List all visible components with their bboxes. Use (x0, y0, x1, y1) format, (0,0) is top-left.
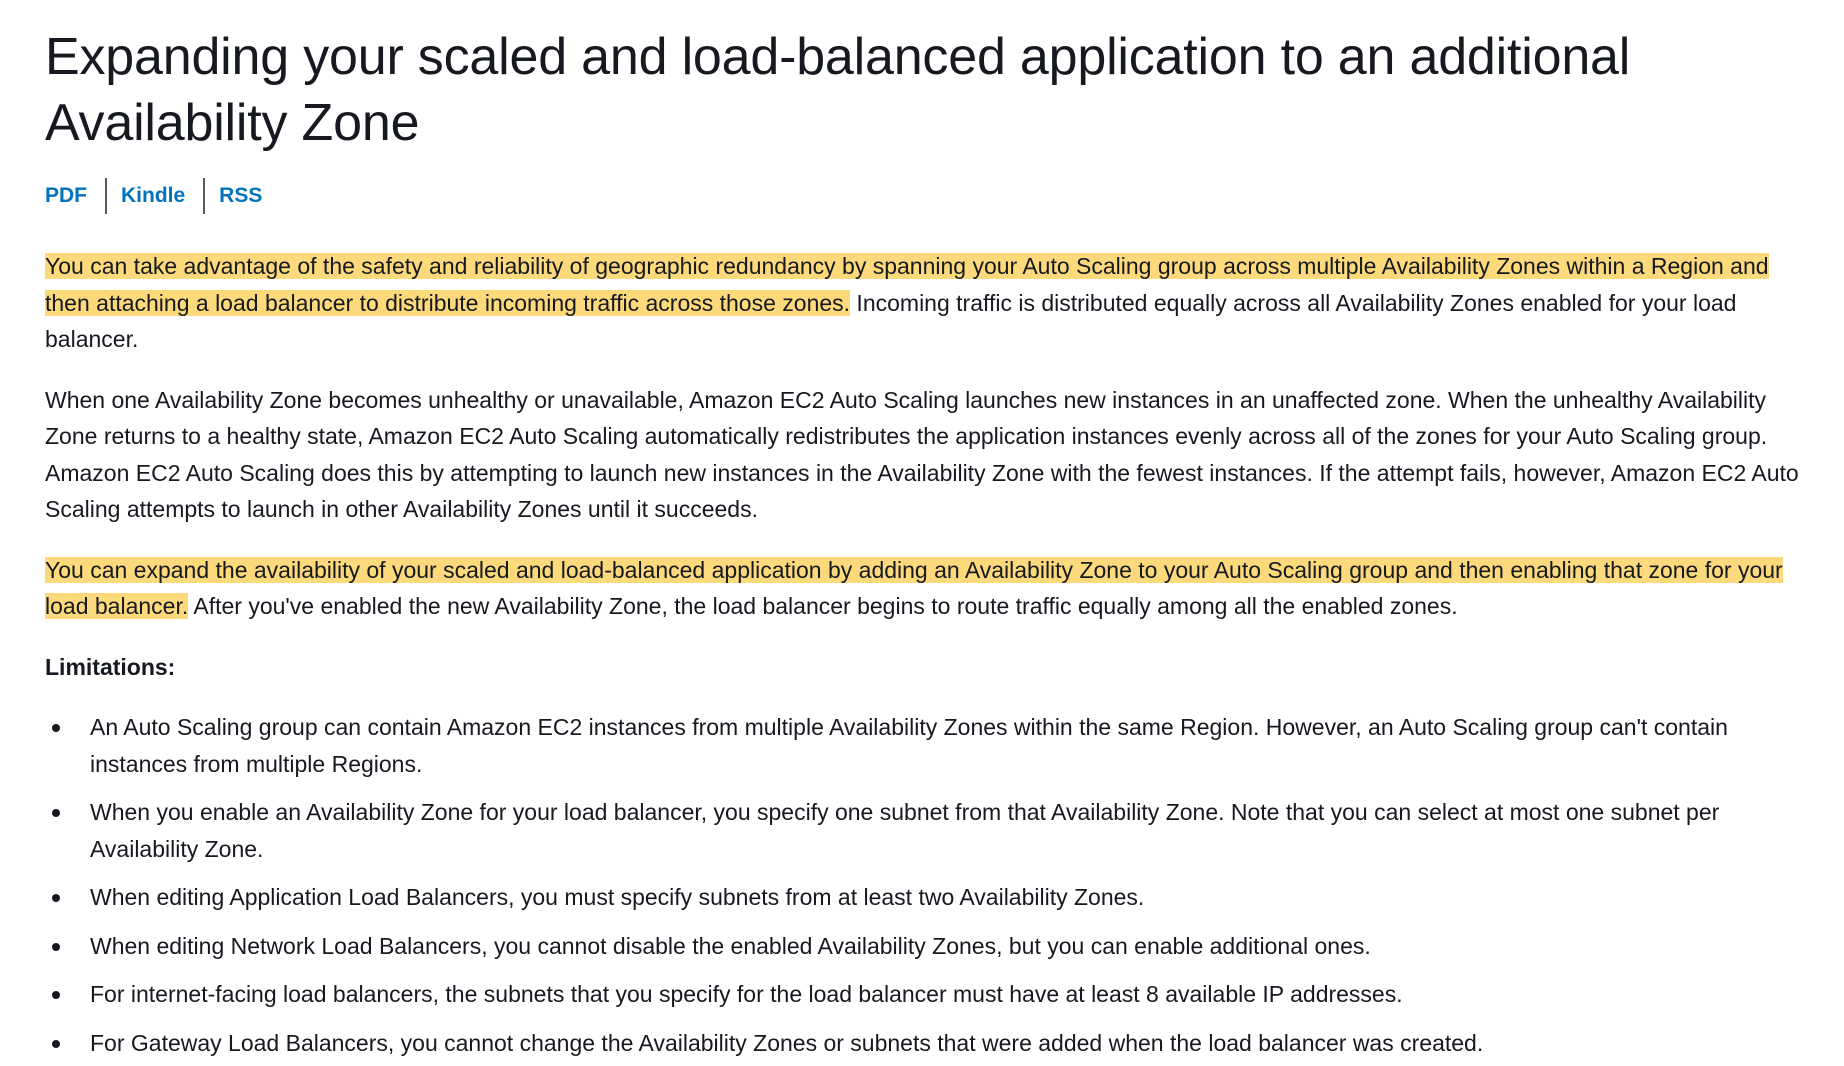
highlighted-text: You can take advantage of the safety and reliability of geographic redundancy by spanning your Auto Scaling group across multiple Availability Zones within a Region and then attaching a load balancer to distribute incoming traffic across those zones. (45, 253, 1769, 316)
bullet-icon (52, 724, 60, 732)
page-title: Expanding your scaled and load-balanced application to an additional Availability Zone (45, 28, 1631, 152)
link-divider (203, 178, 205, 214)
list-item-text: When editing Network Load Balancers, you cannot disable the enabled Availability Zones, but you can enable additional ones. (90, 932, 1371, 959)
article-body (45, 248, 1799, 1061)
bullet-icon (52, 809, 60, 817)
pdf-link[interactable]: PDF (45, 184, 87, 207)
list-item (45, 794, 1799, 867)
list-item (45, 709, 1799, 782)
kindle-link[interactable]: Kindle (121, 184, 186, 207)
failover-paragraph: When one Availability Zone becomes unhealthy or unavailable, Amazon EC2 Auto Scaling launches new instances in an unaffected zone. When the unhealthy Availability Zone returns to a healthy state, Amazon EC2 Auto Scaling automatically redistributes the application instances evenly across all of the zones for your Auto Scaling group. Amazon EC2 Auto Scaling does this by attempting to launch new instances in the Availability Zone with the fewest instances. If the attempt fails, however, Amazon EC2 Auto Scaling attempts to launch in other Availability Zones until it succeeds. (45, 386, 1799, 522)
bullet-icon (52, 991, 60, 999)
list-item-text: For internet-facing load balancers, the subnets that you specify for the load balancer must have at least 8 available IP addresses. (90, 981, 1403, 1007)
bullet-icon (52, 1040, 60, 1048)
list-item (45, 1025, 1799, 1062)
bullet-icon (52, 943, 60, 951)
list-item (45, 928, 1799, 965)
rss-link[interactable]: RSS (219, 184, 263, 207)
list-item-text: When you enable an Availability Zone for your load balancer, you specify one subnet from that Availability Zone. Note that you can select at most one subnet per Availability Zone. (90, 799, 1720, 862)
list-item (45, 879, 1799, 916)
list-item (45, 976, 1799, 1013)
bullet-icon (52, 894, 60, 902)
expand-paragraph (45, 552, 1799, 625)
paragraph-text: After you've enabled the new Availability Zone, the load balancer begins to route traffic equally among all the enabled zones. (188, 593, 1458, 619)
highlighted-text: You can expand the availability of your scaled and load-balanced application by adding an Availability Zone to your Auto Scaling group and then enabling that zone for your load balancer. (45, 556, 1783, 619)
link-divider (105, 178, 107, 214)
limitations-heading: Limitations: (45, 653, 176, 680)
list-item-text: When editing Application Load Balancers, you must specify subnets from at least two Availability Zones. (90, 884, 1145, 910)
list-item-text: An Auto Scaling group can contain Amazon EC2 instances from multiple Availability Zones within the same Region. However, an Auto Scaling group can't contain instances from multiple Regions. (90, 714, 1728, 777)
format-links (45, 178, 1799, 214)
limitations-list (45, 709, 1799, 1061)
intro-paragraph (45, 248, 1799, 358)
list-item-text: For Gateway Load Balancers, you cannot change the Availability Zones or subnets that were added when the load balancer was created. (90, 1029, 1484, 1056)
paragraph-text: Incoming traffic is distributed equally across all Availability Zones enabled for your load balancer. (45, 289, 1737, 352)
